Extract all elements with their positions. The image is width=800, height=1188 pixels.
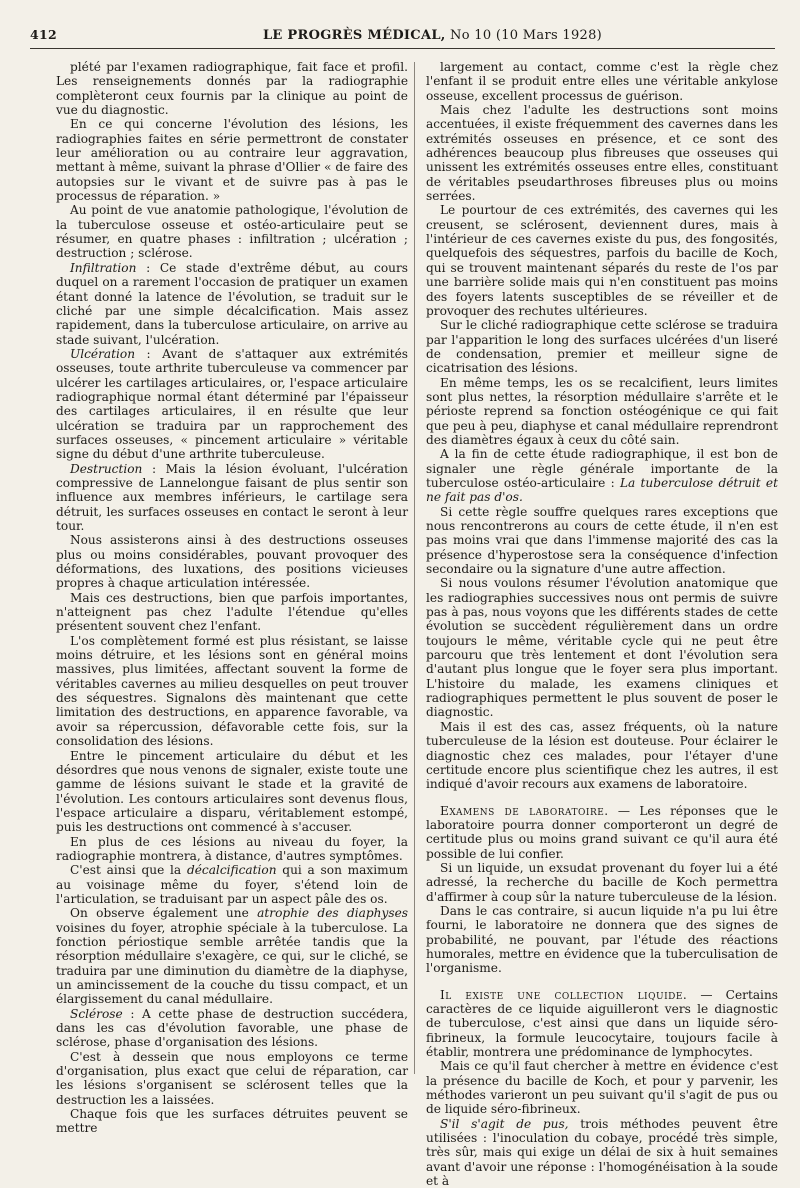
section-heading: Il existe une collection liquide.	[440, 987, 688, 1002]
paragraph-text: Mais il est des cas, assez fréquents, où la nature tuberculeuse de la lésion est douteuse. Pour éclairer le diagnostic chez ces malades, pour l'étayer d'une certitude encore plus scientifique chez les autres, il est indiqué d'avoir recours aux examens de laboratoire.	[426, 719, 778, 792]
right-paragraph	[426, 1117, 778, 1188]
issue-info: No 10 (10 Mars 1928)	[450, 28, 603, 43]
right-paragraph	[426, 447, 778, 504]
left-paragraph	[56, 634, 408, 749]
left-paragraph	[56, 203, 408, 260]
paragraph-text: Chaque fois que les surfaces détruites peuvent se mettre	[56, 1107, 408, 1136]
left-paragraph	[56, 1107, 408, 1136]
italic-text: atrophie des diaphyses	[257, 906, 408, 921]
right-paragraph	[426, 1059, 778, 1116]
paragraph-text: Dans le cas contraire, si aucun liquide n'a pu lui être fourni, le laboratoire ne donnera que des signes de probabilité, ne pouvant, par l'étude des réactions humorales, mettre en évidence que la tuberculisation de l'organisme.	[426, 903, 778, 976]
journal-name: LE PROGRÈS MÉDICAL,	[262, 28, 446, 43]
paragraph-text: — Certains caractères de ce liquide aiguilleront vers le diagnostic de tuberculose, c'est ainsi que dans un liquide séro-fibrineux, la formule leucocytaire, toujours facile à établir, montrera une prédominance de lymphocytes.	[426, 987, 778, 1060]
right-paragraph	[426, 505, 778, 577]
paragraph-text: : Avant de s'attaquer aux extrémités osseuses, toute arthrite tuberculeuse va commencer par ulcérer les cartilages articulaires, or, l'espace articulaire radiographique normal étant déterminé par l'épaisseur des cartilages articulaires, il en résulte que leur ulcération se traduira par un rapprochement des surfaces osseuses, « pincement articulaire » véritable signe du début d'une arthrite tuberculeuse.	[56, 346, 408, 462]
right-paragraph	[426, 318, 778, 375]
paragraph-text: : Mais la lésion évoluant, l'ulcération compressive de Lannelongue faisant de plus sentir son influence aux membres inférieurs, le cartilage sera détruit, les surfaces osseuses en contact le seront à leur tour.	[56, 461, 408, 533]
stage-heading: Infiltration	[70, 260, 137, 275]
paragraph-text: Entre le pincement articulaire du début et les désordres que nous venons de signaler, existe toute une gamme de lésions suivant le stade et la gravité de l'évolution. Les contours articulaires sont devenus flous, l'espace articulaire a disparu, véritablement estompé, puis les destructions ont commencé à s'accuser.	[56, 748, 408, 835]
right-paragraph	[426, 720, 778, 792]
right-column	[426, 60, 778, 1188]
paragraph-text: trois méthodes peuvent être utilisées : l'inoculation du cobaye, procédé très simple, très sûr, mais qui exige un délai de six à huit semaines avant d'avoir une réponse : l'homogénéisation à la soude et à	[426, 1116, 778, 1188]
italic-text: décalcification	[186, 863, 277, 878]
paragraph-text: Mais chez l'adulte les destructions sont moins accentuées, il existe fréquemment des cavernes dans les extrémités osseuses en présence, et ce sont des adhérences beaucoup plus fibreuses que osseuses qui unissent les extrémités osseuses entre elles, constituant de véritables pseudarthroses fibreuses plus ou moins serrées.	[426, 103, 778, 204]
section-heading: Examens de laboratoire.	[440, 803, 609, 818]
paragraph-text: Si nous voulons résumer l'évolution anatomique que les radiographies successives nous ont permis de suivre pas à pas, nous voyons que les différents stades de cette évolution se succèdent régulièrement dans un ordre toujours le même, véritable cycle qui ne peut être parcouru que très lentement et dont l'évolution sera d'autant plus longue que le foyer sera plus important. L'histoire du malade, les examens cliniques et radiographiques permettent le plus souvent de poser le diagnostic.	[426, 576, 778, 720]
italic-lead: S'il s'agit de pus,	[440, 1116, 569, 1131]
left-paragraph	[56, 835, 408, 864]
right-paragraph	[426, 376, 778, 448]
paragraph-text: Le pourtour de ces extrémités, des cavernes qui les creusent, se sclérosent, deviennent dures, mais à l'intérieur de ces cavernes existe du pus, des fongosités, quelquefois des séquestres, parfois du bacille de Koch, qui se trouvent maintenant séparés du reste de l'os par une barrière solide mais qui n'en constituent pas moins des foyers latents susceptibles de se réveiller et de provoquer des rechutes ultérieures.	[426, 203, 778, 318]
left-paragraph	[56, 462, 408, 534]
journal-title	[90, 28, 775, 43]
paragraph-text: Nous assisterons ainsi à des destructions osseuses plus ou moins considérables, pouvant provoquer des déformations, des luxations, des positions vicieuses propres à chaque articulation intéressée.	[56, 533, 408, 591]
stage-heading: Destruction	[70, 461, 143, 476]
paragraph-text: On observe également une	[70, 906, 258, 921]
section-gap	[426, 792, 778, 804]
left-column	[56, 60, 408, 1136]
paragraph-text: plété par l'examen radiographique, fait face et profil. Les renseignements donnés par la radiographie complèteront ceux fournis par la clinique au point de vue du diagnostic.	[56, 60, 408, 118]
running-header	[30, 27, 775, 43]
paragraph-text: En ce qui concerne l'évolution des lésions, les radiographies faites en série permettront de constater leur amélioration ou au contraire leur aggravation, mettant à même, suivant la phrase d'Ollier « de faire des autopsies sur le vivant et de suivre pas à pas le processus de réparation. »	[56, 117, 408, 204]
paragraph-text: Mais ce qu'il faut chercher à mettre en évidence c'est la présence du bacille de Koch, et pour y parvenir, les méthodes varieront un peu suivant qu'il s'agit de pus ou de liquide séro-fibrineux.	[426, 1059, 778, 1117]
right-paragraph	[426, 861, 778, 904]
left-paragraph	[56, 1050, 408, 1107]
paragraph-text: L'os complètement formé est plus résistant, se laisse moins détruire, et les lésions sont en général moins massives, plus limitées, affectant souvent la forme de véritables cavernes au milieu desquelles on peut trouver des séquestres. Signalons dès maintenant que cette limitation des destructions, en apparence favorable, va avoir sa répercussion, défavorable cette fois, sur la consolidation des lésions.	[56, 633, 408, 749]
paragraph-text: largement au contact, comme c'est la règle chez l'enfant il se produit entre elles une véritable ankylose osseuse, excellent processus de guérison.	[426, 60, 778, 103]
column-divider	[414, 62, 415, 1074]
paragraph-text: Au point de vue anatomie pathologique, l'évolution de la tuberculose osseuse et ostéo-articulaire peut se résumer, en quatre phases : infiltration ; ulcération ; destruction ; sclérose.	[56, 203, 408, 261]
left-paragraph	[56, 749, 408, 835]
left-paragraph	[56, 261, 408, 347]
left-paragraph	[56, 533, 408, 590]
paragraph-text: Sur le cliché radiographique cette sclérose se traduira par l'apparition le long des surfaces ulcérées d'un liseré de condensation, premier et meilleur signe de cicatrisation des lésions.	[426, 318, 778, 376]
left-paragraph	[56, 591, 408, 634]
page-number: 412	[30, 27, 57, 42]
paragraph-text: Si cette règle souffre quelques rares exceptions que nous rencontrerons au cours de cette étude, il n'en est pas moins vrai que dans l'immense majorité des cas la présence d'hyperostose sera la conséquence d'infection secondaire ou la signature d'une autre affection.	[426, 504, 778, 577]
left-paragraph	[56, 347, 408, 462]
paragraph-text: — Les réponses que le laboratoire pourra donner comporteront un degré de certitude plus ou moins grand suivant ce qu'il aura été possible de lui confier.	[426, 803, 778, 861]
right-paragraph	[426, 904, 778, 976]
left-paragraph	[56, 863, 408, 906]
left-paragraph	[56, 1007, 408, 1050]
right-paragraph	[426, 203, 778, 318]
stage-heading: Ulcération	[70, 346, 136, 361]
right-paragraph	[426, 103, 778, 203]
paragraph-text: A la fin de cette étude radiographique, il est bon de signaler une règle générale importante de la tuberculose ostéo-articulaire :	[426, 447, 778, 490]
right-paragraph	[426, 988, 778, 1060]
left-paragraph	[56, 117, 408, 203]
paragraph-text: C'est à dessein que nous employons ce terme d'organisation, plus exact que celui de réparation, car les lésions s'organisent se sclérosent telles que la destruction les a laissées.	[56, 1049, 408, 1107]
paragraph-text: En même temps, les os se recalcifient, leurs limites sont plus nettes, la résorption médullaire s'arrête et le périoste reprend sa fonction ostéogénique ce qui fait que peu à peu, diaphyse et canal médullaire reprendront des diamètres égaux à ceux du côté sain.	[426, 375, 778, 447]
paragraph-text: C'est ainsi que la	[70, 863, 187, 878]
right-paragraph	[426, 60, 778, 103]
left-paragraph	[56, 906, 408, 1006]
paragraph-text: Si un liquide, un exsudat provenant du foyer lui a été adressé, la recherche du bacille de Koch permettra d'affirmer à coup sûr la nature tuberculeuse de la lésion.	[426, 860, 778, 904]
header-rule	[30, 48, 775, 49]
right-paragraph	[426, 576, 778, 719]
paragraph-text: qui a son maximum au voisinage même du foyer, s'étend loin de l'articulation, se traduisant par un aspect pâle des os.	[56, 863, 408, 906]
left-paragraph	[56, 60, 408, 117]
paragraph-text: : Ce stade d'extrême début, au cours duquel on a rarement l'occasion de pratiquer un examen étant donné la latence de l'évolution, se traduit sur le cliché par une simple décalcification. Mais assez rapidement, dans la tuberculose articulaire, on arrive au stade suivant, l'ulcération.	[56, 260, 408, 347]
section-gap	[426, 976, 778, 988]
paragraph-text: En plus de ces lésions au niveau du foyer, la radiographie montrera, à distance, d'autres symptômes.	[56, 834, 408, 863]
paragraph-text: : A cette phase de destruction succédera, dans les cas d'évolution favorable, une phase de sclérose, phase d'organisation des lésions.	[56, 1006, 408, 1050]
right-paragraph	[426, 804, 778, 861]
stage-heading: Sclérose	[70, 1006, 123, 1021]
paragraph-text: Mais ces destructions, bien que parfois importantes, n'atteignent pas chez l'adulte l'étendue qu'elles présentent souvent chez l'enfant.	[56, 590, 408, 634]
paragraph-text: voisines du foyer, atrophie spéciale à la tuberculose. La fonction périostique semble arrêtée tandis que la résorption médullaire s'exagère, ce qui, sur le cliché, se traduira par une diminution du diamètre de la diaphyse, un amincissement de la couche du tissu compact, et un élargissement du canal médullaire.	[56, 920, 408, 1007]
italic-text: La tuberculose détruit et ne fait pas d'os.	[426, 475, 778, 505]
